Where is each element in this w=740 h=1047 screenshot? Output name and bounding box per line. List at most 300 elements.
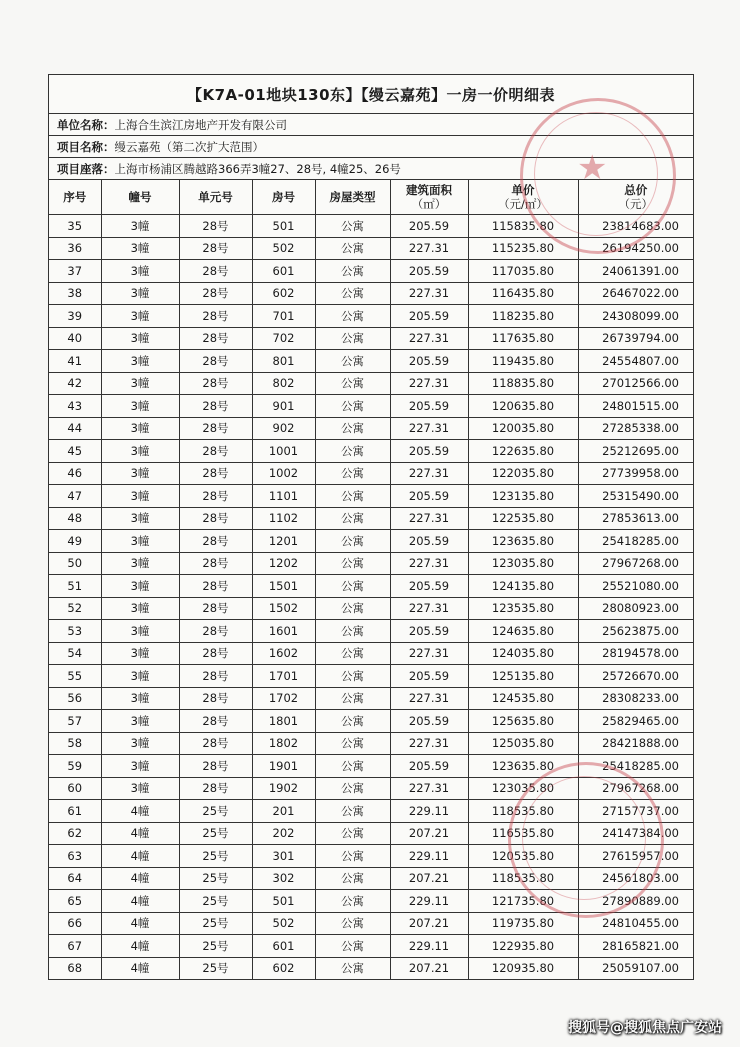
table-row xyxy=(49,597,693,620)
table-cell: 3幢 xyxy=(101,777,179,800)
table-cell: 公寓 xyxy=(315,710,390,733)
table-cell: 3幢 xyxy=(101,282,179,305)
table-cell: 205.59 xyxy=(390,665,468,688)
table-cell: 公寓 xyxy=(315,642,390,665)
table-row xyxy=(49,507,693,530)
table-cell: 23814683.00 xyxy=(578,215,693,238)
table-cell: 1902 xyxy=(252,777,315,800)
table-cell: 501 xyxy=(252,215,315,238)
table-cell: 24554807.00 xyxy=(578,350,693,373)
table-cell: 120635.80 xyxy=(468,395,578,418)
table-cell: 1901 xyxy=(252,755,315,778)
table-cell: 124035.80 xyxy=(468,642,578,665)
table-cell: 3幢 xyxy=(101,237,179,260)
table-cell: 公寓 xyxy=(315,845,390,868)
table-cell: 28号 xyxy=(179,530,252,553)
table-cell: 28号 xyxy=(179,350,252,373)
table-cell: 302 xyxy=(252,867,315,890)
table-cell: 701 xyxy=(252,305,315,328)
table-row xyxy=(49,890,693,913)
column-header xyxy=(315,180,390,215)
column-header-unit: （元/㎡） xyxy=(498,197,548,211)
table-cell: 123635.80 xyxy=(468,755,578,778)
table-cell: 公寓 xyxy=(315,912,390,935)
table-cell: 28194578.00 xyxy=(578,642,693,665)
table-cell: 3幢 xyxy=(101,305,179,328)
table-cell: 125035.80 xyxy=(468,732,578,755)
table-row xyxy=(49,395,693,418)
table-cell: 227.31 xyxy=(390,417,468,440)
table-cell: 3幢 xyxy=(101,372,179,395)
table-cell: 601 xyxy=(252,935,315,958)
table-cell: 118535.80 xyxy=(468,867,578,890)
table-cell: 4幢 xyxy=(101,935,179,958)
table-cell: 123135.80 xyxy=(468,485,578,508)
table-cell: 28号 xyxy=(179,777,252,800)
table-cell: 68 xyxy=(49,957,101,979)
table-cell: 38 xyxy=(49,282,101,305)
table-cell: 28号 xyxy=(179,462,252,485)
table-cell: 802 xyxy=(252,372,315,395)
table-cell: 122635.80 xyxy=(468,440,578,463)
table-cell: 3幢 xyxy=(101,215,179,238)
table-cell: 公寓 xyxy=(315,957,390,979)
table-cell: 28号 xyxy=(179,260,252,283)
table-cell: 1202 xyxy=(252,552,315,575)
table-row xyxy=(49,935,693,958)
table-cell: 3幢 xyxy=(101,462,179,485)
table-cell: 3幢 xyxy=(101,642,179,665)
table-cell: 28号 xyxy=(179,552,252,575)
table-cell: 40 xyxy=(49,327,101,350)
table-cell: 28号 xyxy=(179,755,252,778)
table-cell: 116535.80 xyxy=(468,822,578,845)
table-cell: 124535.80 xyxy=(468,687,578,710)
table-cell: 227.31 xyxy=(390,777,468,800)
table-cell: 122935.80 xyxy=(468,935,578,958)
table-cell: 3幢 xyxy=(101,395,179,418)
table-cell: 公寓 xyxy=(315,665,390,688)
table-cell: 122535.80 xyxy=(468,507,578,530)
table-cell: 26194250.00 xyxy=(578,237,693,260)
table-cell: 25号 xyxy=(179,867,252,890)
table-cell: 25号 xyxy=(179,800,252,823)
table-cell: 24061391.00 xyxy=(578,260,693,283)
table-cell: 25号 xyxy=(179,845,252,868)
table-cell: 118835.80 xyxy=(468,372,578,395)
table-row xyxy=(49,800,693,823)
table-row xyxy=(49,912,693,935)
table-row xyxy=(49,305,693,328)
table-cell: 44 xyxy=(49,417,101,440)
table-cell: 公寓 xyxy=(315,597,390,620)
column-header-label: 房屋类型 xyxy=(329,190,376,204)
column-header xyxy=(252,180,315,215)
table-row xyxy=(49,687,693,710)
table-row xyxy=(49,552,693,575)
table-cell: 227.31 xyxy=(390,507,468,530)
table-cell: 1002 xyxy=(252,462,315,485)
table-cell: 205.59 xyxy=(390,395,468,418)
table-cell: 3幢 xyxy=(101,552,179,575)
sheet-title: 【K7A-01地块130东】【缦云嘉苑】一房一价明细表 xyxy=(49,75,693,114)
table-cell: 50 xyxy=(49,552,101,575)
table-row xyxy=(49,260,693,283)
table-cell: 28号 xyxy=(179,485,252,508)
table-cell: 公寓 xyxy=(315,260,390,283)
table-cell: 28号 xyxy=(179,597,252,620)
seal-star-icon: ★ xyxy=(577,148,608,188)
table-cell: 201 xyxy=(252,800,315,823)
info-company xyxy=(49,114,693,136)
column-header xyxy=(101,180,179,215)
table-cell: 28号 xyxy=(179,575,252,598)
table-cell: 1201 xyxy=(252,530,315,553)
table-row xyxy=(49,215,693,238)
column-header xyxy=(179,180,252,215)
table-cell: 502 xyxy=(252,912,315,935)
table-row xyxy=(49,845,693,868)
table-cell: 28号 xyxy=(179,282,252,305)
table-cell: 25623875.00 xyxy=(578,620,693,643)
table-cell: 公寓 xyxy=(315,620,390,643)
column-header xyxy=(49,180,101,215)
table-cell: 25315490.00 xyxy=(578,485,693,508)
table-cell: 25418285.00 xyxy=(578,530,693,553)
table-cell: 123035.80 xyxy=(468,552,578,575)
table-cell: 229.11 xyxy=(390,935,468,958)
table-cell: 118535.80 xyxy=(468,800,578,823)
table-cell: 3幢 xyxy=(101,440,179,463)
table-row xyxy=(49,665,693,688)
table-row xyxy=(49,732,693,755)
table-cell: 123035.80 xyxy=(468,777,578,800)
column-header-label: 单元号 xyxy=(198,190,233,204)
table-cell: 124135.80 xyxy=(468,575,578,598)
table-cell: 202 xyxy=(252,822,315,845)
table-cell: 24308099.00 xyxy=(578,305,693,328)
table-cell: 24801515.00 xyxy=(578,395,693,418)
table-cell: 207.21 xyxy=(390,912,468,935)
table-cell: 702 xyxy=(252,327,315,350)
table-cell: 63 xyxy=(49,845,101,868)
column-header-unit: （㎡） xyxy=(411,197,447,211)
price-table xyxy=(49,180,693,979)
table-row xyxy=(49,777,693,800)
table-row xyxy=(49,620,693,643)
table-cell: 28号 xyxy=(179,710,252,733)
table-cell: 67 xyxy=(49,935,101,958)
table-cell: 26467022.00 xyxy=(578,282,693,305)
table-cell: 227.31 xyxy=(390,642,468,665)
column-header-unit: （元） xyxy=(618,197,653,211)
info-location-label: 项目座落： xyxy=(57,161,115,176)
table-cell: 27967268.00 xyxy=(578,552,693,575)
table-cell: 205.59 xyxy=(390,440,468,463)
table-cell: 205.59 xyxy=(390,485,468,508)
table-body xyxy=(49,215,693,980)
table-cell: 53 xyxy=(49,620,101,643)
table-cell: 205.59 xyxy=(390,530,468,553)
table-row xyxy=(49,372,693,395)
table-cell: 公寓 xyxy=(315,417,390,440)
table-cell: 51 xyxy=(49,575,101,598)
table-cell: 公寓 xyxy=(315,282,390,305)
table-cell: 4幢 xyxy=(101,867,179,890)
table-cell: 28421888.00 xyxy=(578,732,693,755)
table-cell: 4幢 xyxy=(101,800,179,823)
table-cell: 45 xyxy=(49,440,101,463)
watermark-text: 搜狐号@搜狐焦点广安站 xyxy=(568,1020,722,1036)
table-cell: 1701 xyxy=(252,665,315,688)
table-row xyxy=(49,710,693,733)
table-row xyxy=(49,530,693,553)
table-cell: 25521080.00 xyxy=(578,575,693,598)
table-cell: 3幢 xyxy=(101,732,179,755)
table-row xyxy=(49,755,693,778)
table-cell: 公寓 xyxy=(315,732,390,755)
table-cell: 25418285.00 xyxy=(578,755,693,778)
table-cell: 3幢 xyxy=(101,665,179,688)
table-cell: 公寓 xyxy=(315,575,390,598)
column-header-label: 房号 xyxy=(272,190,295,204)
table-row xyxy=(49,417,693,440)
table-cell: 57 xyxy=(49,710,101,733)
table-cell: 公寓 xyxy=(315,822,390,845)
table-cell: 28号 xyxy=(179,372,252,395)
table-cell: 28号 xyxy=(179,687,252,710)
table-cell: 66 xyxy=(49,912,101,935)
table-cell: 25号 xyxy=(179,822,252,845)
table-cell: 3幢 xyxy=(101,687,179,710)
table-cell: 27157737.00 xyxy=(578,800,693,823)
table-cell: 26739794.00 xyxy=(578,327,693,350)
info-project xyxy=(49,136,693,158)
table-cell: 公寓 xyxy=(315,507,390,530)
table-cell: 227.31 xyxy=(390,282,468,305)
table-cell: 205.59 xyxy=(390,260,468,283)
table-cell: 公寓 xyxy=(315,485,390,508)
table-cell: 48 xyxy=(49,507,101,530)
info-project-value: 缦云嘉苑（第二次扩大范围） xyxy=(114,139,264,154)
table-cell: 公寓 xyxy=(315,777,390,800)
table-cell: 27739958.00 xyxy=(578,462,693,485)
table-row xyxy=(49,642,693,665)
table-cell: 227.31 xyxy=(390,732,468,755)
table-cell: 25号 xyxy=(179,957,252,979)
table-cell: 115235.80 xyxy=(468,237,578,260)
table-row xyxy=(49,822,693,845)
table-cell: 1502 xyxy=(252,597,315,620)
table-cell: 41 xyxy=(49,350,101,373)
column-header-label: 建筑面积 xyxy=(406,183,452,197)
table-cell: 43 xyxy=(49,395,101,418)
table-cell: 301 xyxy=(252,845,315,868)
table-cell: 58 xyxy=(49,732,101,755)
table-row xyxy=(49,350,693,373)
table-cell: 205.59 xyxy=(390,710,468,733)
table-row xyxy=(49,957,693,979)
table-cell: 801 xyxy=(252,350,315,373)
table-cell: 公寓 xyxy=(315,552,390,575)
table-cell: 27012566.00 xyxy=(578,372,693,395)
table-cell: 公寓 xyxy=(315,327,390,350)
table-cell: 28号 xyxy=(179,237,252,260)
table-cell: 公寓 xyxy=(315,867,390,890)
table-cell: 公寓 xyxy=(315,305,390,328)
table-cell: 3幢 xyxy=(101,597,179,620)
table-cell: 28号 xyxy=(179,305,252,328)
table-cell: 4幢 xyxy=(101,957,179,979)
table-cell: 122035.80 xyxy=(468,462,578,485)
table-cell: 207.21 xyxy=(390,822,468,845)
table-cell: 3幢 xyxy=(101,417,179,440)
table-cell: 3幢 xyxy=(101,350,179,373)
table-cell: 3幢 xyxy=(101,620,179,643)
table-cell: 62 xyxy=(49,822,101,845)
table-cell: 52 xyxy=(49,597,101,620)
table-cell: 227.31 xyxy=(390,462,468,485)
table-cell: 120535.80 xyxy=(468,845,578,868)
table-cell: 1101 xyxy=(252,485,315,508)
table-cell: 205.59 xyxy=(390,215,468,238)
table-cell: 125135.80 xyxy=(468,665,578,688)
table-cell: 227.31 xyxy=(390,687,468,710)
table-cell: 227.31 xyxy=(390,552,468,575)
table-cell: 229.11 xyxy=(390,800,468,823)
table-cell: 3幢 xyxy=(101,485,179,508)
table-cell: 124635.80 xyxy=(468,620,578,643)
table-cell: 1501 xyxy=(252,575,315,598)
table-row xyxy=(49,440,693,463)
table-cell: 1601 xyxy=(252,620,315,643)
info-location-value: 上海市杨浦区腾越路366弄3幢27、28号, 4幢25、26号 xyxy=(114,161,401,176)
table-cell: 227.31 xyxy=(390,597,468,620)
column-header xyxy=(578,180,693,215)
table-cell: 229.11 xyxy=(390,890,468,913)
table-cell: 24810455.00 xyxy=(578,912,693,935)
table-cell: 24147384.00 xyxy=(578,822,693,845)
table-cell: 28号 xyxy=(179,440,252,463)
table-cell: 39 xyxy=(49,305,101,328)
table-row xyxy=(49,237,693,260)
table-cell: 60 xyxy=(49,777,101,800)
table-cell: 115835.80 xyxy=(468,215,578,238)
table-cell: 207.21 xyxy=(390,957,468,979)
info-company-value: 上海合生滨江房地产开发有限公司 xyxy=(114,117,287,132)
table-cell: 4幢 xyxy=(101,845,179,868)
table-cell: 1602 xyxy=(252,642,315,665)
table-cell: 56 xyxy=(49,687,101,710)
info-company-label: 单位名称： xyxy=(57,117,115,132)
table-cell: 27285338.00 xyxy=(578,417,693,440)
table-cell: 公寓 xyxy=(315,440,390,463)
table-cell: 3幢 xyxy=(101,260,179,283)
table-cell: 28308233.00 xyxy=(578,687,693,710)
table-row xyxy=(49,282,693,305)
column-header-label: 总价 xyxy=(624,183,648,197)
table-cell: 502 xyxy=(252,237,315,260)
table-cell: 公寓 xyxy=(315,687,390,710)
table-cell: 4幢 xyxy=(101,822,179,845)
table-row xyxy=(49,485,693,508)
table-cell: 59 xyxy=(49,755,101,778)
column-header xyxy=(468,180,578,215)
table-cell: 120035.80 xyxy=(468,417,578,440)
table-cell: 205.59 xyxy=(390,350,468,373)
table-cell: 28号 xyxy=(179,395,252,418)
table-cell: 902 xyxy=(252,417,315,440)
table-cell: 3幢 xyxy=(101,507,179,530)
table-cell: 35 xyxy=(49,215,101,238)
table-cell: 27890889.00 xyxy=(578,890,693,913)
table-cell: 227.31 xyxy=(390,237,468,260)
table-cell: 121735.80 xyxy=(468,890,578,913)
table-cell: 公寓 xyxy=(315,237,390,260)
table-cell: 227.31 xyxy=(390,372,468,395)
table-cell: 65 xyxy=(49,890,101,913)
table-cell: 120935.80 xyxy=(468,957,578,979)
price-sheet xyxy=(48,74,694,980)
table-cell: 205.59 xyxy=(390,620,468,643)
table-row xyxy=(49,327,693,350)
table-cell: 55 xyxy=(49,665,101,688)
table-cell: 3幢 xyxy=(101,710,179,733)
table-cell: 117635.80 xyxy=(468,327,578,350)
table-cell: 116435.80 xyxy=(468,282,578,305)
table-cell: 117035.80 xyxy=(468,260,578,283)
column-header-label: 单价 xyxy=(511,183,535,197)
info-project-label: 项目名称： xyxy=(57,139,115,154)
table-cell: 36 xyxy=(49,237,101,260)
table-cell: 49 xyxy=(49,530,101,553)
table-cell: 1702 xyxy=(252,687,315,710)
table-cell: 27615957.00 xyxy=(578,845,693,868)
table-cell: 205.59 xyxy=(390,305,468,328)
table-cell: 42 xyxy=(49,372,101,395)
table-cell: 1801 xyxy=(252,710,315,733)
table-cell: 27853613.00 xyxy=(578,507,693,530)
table-header-row xyxy=(49,180,693,215)
table-cell: 公寓 xyxy=(315,395,390,418)
table-cell: 3幢 xyxy=(101,755,179,778)
table-cell: 47 xyxy=(49,485,101,508)
table-cell: 28号 xyxy=(179,665,252,688)
table-cell: 501 xyxy=(252,890,315,913)
table-cell: 28号 xyxy=(179,327,252,350)
table-cell: 25号 xyxy=(179,912,252,935)
table-cell: 27967268.00 xyxy=(578,777,693,800)
table-cell: 602 xyxy=(252,282,315,305)
table-cell: 205.59 xyxy=(390,575,468,598)
table-cell: 28号 xyxy=(179,507,252,530)
table-cell: 601 xyxy=(252,260,315,283)
table-cell: 61 xyxy=(49,800,101,823)
column-header xyxy=(390,180,468,215)
table-cell: 1102 xyxy=(252,507,315,530)
table-cell: 205.59 xyxy=(390,755,468,778)
table-row xyxy=(49,867,693,890)
table-cell: 3幢 xyxy=(101,575,179,598)
table-cell: 3幢 xyxy=(101,530,179,553)
info-location xyxy=(49,158,693,180)
table-cell: 54 xyxy=(49,642,101,665)
table-cell: 25号 xyxy=(179,890,252,913)
table-cell: 公寓 xyxy=(315,215,390,238)
column-header-label: 序号 xyxy=(63,190,87,204)
table-cell: 229.11 xyxy=(390,845,468,868)
table-cell: 25059107.00 xyxy=(578,957,693,979)
